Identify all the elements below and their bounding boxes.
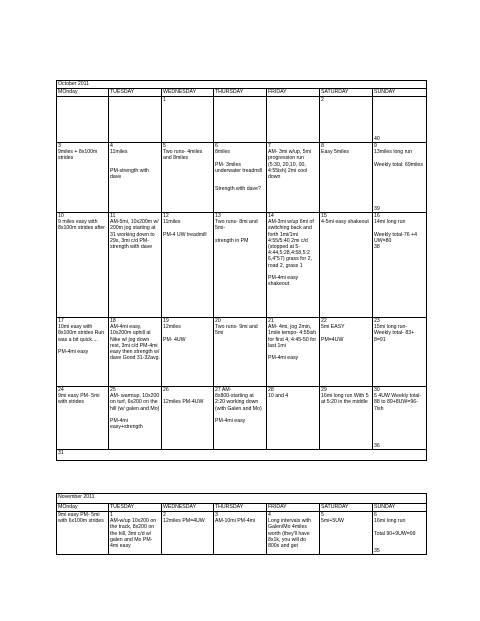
workout-text: 16mi long run With 5 at 5:20 in the middle (321, 393, 371, 406)
weekday-label: THURSDAY (214, 89, 267, 97)
day-number: 1 (110, 512, 113, 518)
day-cell (162, 213, 214, 318)
weekday-label: FRIDAY (267, 89, 320, 97)
workout-text: 8x800-starting at 2:20 working down (with Galen and Mo) PM-4mi easy (215, 393, 262, 425)
day-number: 4 (268, 512, 271, 518)
day-number: 10 (58, 213, 64, 219)
workout-text: 12miles PM- 4UW (163, 324, 186, 343)
day-cell (57, 450, 427, 461)
weekday-label: TUESDAY (109, 504, 162, 512)
workout-text: 10 and 4 (268, 393, 289, 400)
day-number: 27 AM- (215, 387, 232, 393)
day-cell (214, 143, 267, 213)
workout-text: AM-3mi w/up 6mi of switching back and forth 1mi/1mi 4:55/5:40 2mi c/d (stopped at 5- 4:44,5:28,4:58,5:2 6,4"57) grass for 2, road 2, grass 1 PM-4mi easy shakeout (268, 219, 314, 288)
day-number: 3 (215, 512, 218, 518)
day-number: 8 (321, 143, 324, 149)
weekday-label: MOnday (57, 89, 109, 97)
day-cell (109, 512, 162, 555)
cell-footnote-number: 40 (374, 135, 380, 142)
day-number: 6 (215, 143, 218, 149)
workout-text: AM- 3mi w/up, 5mi progression run (5:30, 20,10, 00, 4:55ish) 2mi cool down (268, 149, 313, 181)
weekday-label: TUESDAY (109, 89, 162, 97)
day-cell (373, 213, 427, 318)
day-cell (267, 387, 320, 450)
day-cell (373, 97, 427, 143)
day-number: 2 (163, 512, 166, 518)
day-cell (320, 318, 373, 387)
day-number: 3 (58, 143, 61, 149)
workout-text: 9mi easy PM- 5mi with strides (58, 393, 101, 406)
workout-text: 14mi long run Weekly total-76 +4 UW=80 38 (374, 219, 418, 251)
workout-text: 9miles + 8x100m strides (58, 149, 99, 162)
day-cell (267, 143, 320, 213)
day-cell (267, 318, 320, 387)
day-number: 6 (374, 512, 377, 518)
day-cell (57, 97, 109, 143)
october-weeks (57, 97, 427, 461)
day-number: 23 (374, 318, 380, 324)
workout-text: AM-w/up 10x200 on the track, 8x200 on the hill, 3mi c/d w/ galen and Mo PM- 4mi easy (110, 518, 158, 550)
day-number: 12 (163, 213, 169, 219)
day-number: 13 (215, 213, 221, 219)
day-cell (57, 213, 109, 318)
day-number: 22 (321, 318, 327, 324)
october-calendar (56, 80, 427, 461)
day-number: 24 (58, 387, 64, 393)
day-cell (162, 387, 214, 450)
day-cell (162, 143, 214, 213)
weekday-label: THURSDAY (214, 504, 267, 512)
workout-text: 16mi long run Total 90+9UW=99 (374, 518, 416, 537)
day-cell (320, 387, 373, 450)
day-cell (109, 97, 162, 143)
workout-text: 10mi easy with 8x100m strides Run was a bit quick.... PM-4mi easy (58, 324, 105, 356)
day-number: 15 (321, 213, 327, 219)
day-cell (214, 387, 267, 450)
day-cell (267, 213, 320, 318)
workout-text: AM-10mi PM-4mi (215, 518, 256, 525)
weekday-label: FRIDAY (267, 504, 320, 512)
day-cell (373, 143, 427, 213)
workout-text: AM- 4mi, jog 2min, 1mile tempo- 4:55ish for first 4, 4:45-50 for last 1mi PM-4mi easy (268, 324, 317, 362)
workout-text: Two runs- 8mi and 5mi- strength in PM (215, 219, 258, 244)
november-weeks (57, 512, 427, 555)
workout-text: Two runs- 9mi and 5mi (215, 324, 260, 337)
day-cell (214, 318, 267, 387)
day-number: 7 (268, 143, 271, 149)
day-number: 26 (163, 387, 169, 393)
day-cell (214, 512, 267, 555)
day-cell (162, 97, 214, 143)
weekday-label: SUNDAY (373, 504, 427, 512)
day-number: 1 (163, 97, 166, 103)
workout-text: 9 miles easy with 8x100m strides after (58, 219, 105, 232)
workout-text: 12miles PM=4UW (163, 518, 205, 525)
day-cell (267, 97, 320, 143)
week-row (57, 143, 427, 213)
weekday-header-row (57, 89, 427, 97)
day-cell (267, 512, 320, 555)
day-cell (57, 387, 109, 450)
day-cell (373, 318, 427, 387)
workout-text: AM- warmup, 10x200 on turf, 6x200 on the hill (w/ galen and Mo) PM-4mi easy+strength (110, 393, 160, 431)
workout-text: 11miles PM-strength with dave (110, 149, 149, 181)
day-number: 11 (110, 213, 116, 219)
day-number: 5 (163, 143, 166, 149)
day-cell (57, 512, 109, 555)
day-cell (214, 213, 267, 318)
workout-text: AM-5mi, 10x200m w/ 200m jog starting at 31 working down to 29s, 3mi c/d PM-strength with dave (110, 219, 161, 251)
week-row (57, 387, 427, 450)
week-row (57, 450, 427, 461)
day-cell (373, 512, 427, 555)
day-number: 30 (374, 387, 380, 393)
week-row (57, 97, 427, 143)
workout-text: 5 4UW Weekly total-88 to 89+8UW=96-7ish (374, 393, 422, 412)
day-number: 28 (268, 387, 274, 393)
cell-footnote-number: 36 (374, 442, 380, 449)
november-calendar (56, 493, 427, 555)
workout-text: 8miles PM- 3miles underwater treadmill Strength with dave? (215, 149, 262, 193)
day-cell (320, 143, 373, 213)
cell-footnote-number: 39 (374, 205, 380, 212)
day-cell (320, 97, 373, 143)
day-number: 4 (110, 143, 113, 149)
day-cell (57, 143, 109, 213)
day-number: 25 (110, 387, 116, 393)
day-cell (320, 213, 373, 318)
weekday-label: WEDNESDAY (162, 89, 214, 97)
week-row (57, 318, 427, 387)
workout-text: Easy 5miles (321, 149, 349, 156)
day-cell (109, 318, 162, 387)
week-row (57, 213, 427, 318)
weekday-label: SATURDAY (320, 89, 373, 97)
month-title: November 2011 (57, 494, 427, 504)
day-cell (162, 512, 214, 555)
workout-text: 12miles PM-4UW (163, 399, 204, 406)
day-number: 16 (374, 213, 380, 219)
day-number: 18 (110, 318, 116, 324)
day-cell (109, 143, 162, 213)
workout-text: Two runs- 4miles and 8miles (163, 149, 204, 162)
day-number: 5 (321, 512, 324, 518)
workout-text: 11miles PM-4 UW treadmill (163, 219, 207, 238)
workout-text: 15mi long run- Weekly total- 83+ 8=91 (374, 324, 416, 343)
weekday-header-row (57, 504, 427, 512)
day-cell (162, 318, 214, 387)
workout-text: 5mi EASY PM=4UW (321, 324, 345, 343)
cell-footnote-number: 35 (374, 547, 380, 554)
day-number: 19 (163, 318, 169, 324)
day-number: 21 (268, 318, 274, 324)
workout-text: AM-4mi easy, 10x200m uphill at Nike w/ jog down rest, 3mi c/d PM-4mi easy then strength w/ dave Good 31-32avg. (110, 324, 161, 362)
day-number: 31 (58, 450, 64, 456)
weekday-label: SUNDAY (373, 89, 427, 97)
day-number: 17 (58, 318, 64, 324)
workout-text: 9mi easy PM- 5mi with 6x100m strides (58, 512, 104, 525)
day-cell (214, 97, 267, 143)
day-number: 20 (215, 318, 221, 324)
day-number: 9 (374, 143, 377, 149)
day-cell (57, 318, 109, 387)
day-number: 2 (321, 97, 324, 103)
week-row (57, 512, 427, 555)
day-cell (109, 213, 162, 318)
day-number: 29 (321, 387, 327, 393)
month-title: October 2011 (57, 81, 427, 89)
workout-text: 5mi+5UW (321, 518, 344, 525)
day-cell (373, 387, 427, 450)
day-cell (109, 387, 162, 450)
weekday-label: SATURDAY (320, 504, 373, 512)
workout-text: 13miles long run Weekly total: 69miles (374, 149, 423, 168)
workout-text: Long intervals with Galen/Mo 4miles worth (they'll have 8x1k, you will do 800s and get (268, 518, 313, 550)
day-number: 14 (268, 213, 274, 219)
day-cell (320, 512, 373, 555)
weekday-label: MOnday (57, 504, 109, 512)
workout-text: 4-5mi easy shakeout (321, 219, 369, 226)
weekday-label: WEDNESDAY (162, 504, 214, 512)
